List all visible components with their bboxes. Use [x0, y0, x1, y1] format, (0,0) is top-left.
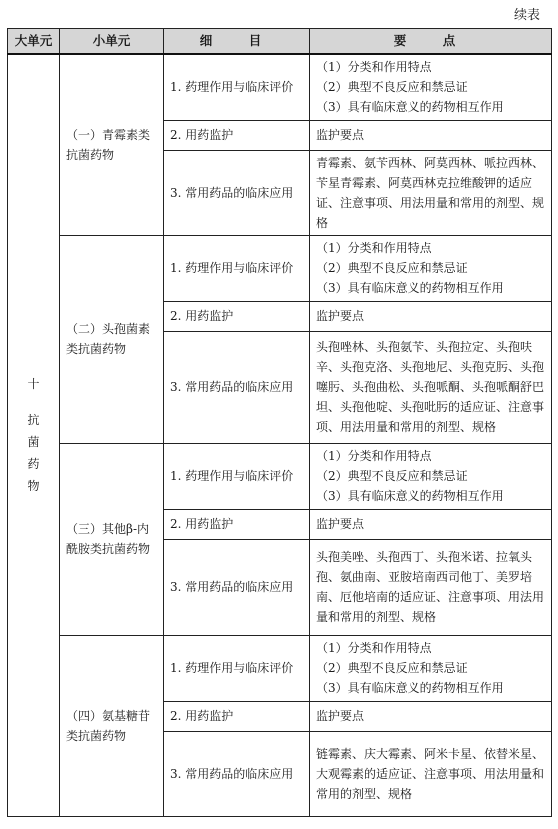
point-text: （3）具有临床意义的药物相互作用 [316, 489, 504, 503]
detail-cell: 1. 药理作用与临床评价 [164, 54, 310, 120]
point-text: （2）典型不良反应和禁忌证 [316, 469, 468, 483]
points-cell [310, 331, 552, 443]
table-body [8, 54, 552, 816]
points-cell [310, 443, 552, 509]
point-text: 头孢美唑、头孢西丁、头孢米诺、拉氧头孢、氨曲南、亚胺培南西司他丁、美罗培南、厄他培南的适应证、注意事项、用法用量和常用的剂型、规格 [316, 550, 545, 624]
continued-label: 续表 [513, 8, 540, 23]
big-unit-number: 十 [27, 377, 40, 392]
point-text: 监护要点 [316, 709, 365, 723]
small-unit-cell: （一）青霉素类抗菌药物 [60, 54, 164, 235]
detail-cell: 2. 用药监护 [164, 509, 310, 539]
points-cell [310, 301, 552, 331]
small-unit-cell: （四）氨基糖苷类抗菌药物 [60, 635, 164, 816]
detail-cell: 1. 药理作用与临床评价 [164, 635, 310, 701]
syllabus-table [7, 28, 552, 817]
big-unit-char: 抗 [27, 413, 40, 428]
point-text: 监护要点 [316, 128, 365, 142]
point-text: 监护要点 [316, 309, 365, 323]
points-cell [310, 731, 552, 816]
detail-cell: 2. 用药监护 [164, 120, 310, 150]
table-row [8, 635, 552, 701]
small-unit-cell: （三）其他β-内酰胺类抗菌药物 [60, 443, 164, 635]
points-cell [310, 54, 552, 120]
detail-cell: 1. 药理作用与临床评价 [164, 235, 310, 301]
table-row [8, 443, 552, 509]
point-text: （2）典型不良反应和禁忌证 [316, 261, 468, 275]
point-text: （3）具有临床意义的药物相互作用 [316, 281, 504, 295]
points-cell [310, 635, 552, 701]
point-text: （1）分类和作用特点 [316, 641, 432, 655]
big-unit-char: 物 [27, 479, 40, 494]
detail-cell: 2. 用药监护 [164, 701, 310, 731]
header-big-unit: 大单元 [8, 29, 60, 55]
detail-cell: 2. 用药监护 [164, 301, 310, 331]
header-points: 要 点 [310, 29, 552, 55]
table-row [8, 235, 552, 301]
detail-cell: 3. 常用药品的临床应用 [164, 731, 310, 816]
points-cell [310, 701, 552, 731]
point-text: 链霉素、庆大霉素、阿米卡星、依替米星、大观霉素的适应证、注意事项、用法用量和常用的剂型、规格 [316, 746, 545, 801]
point-text: （1）分类和作用特点 [316, 449, 432, 463]
points-cell [310, 120, 552, 150]
detail-cell: 3. 常用药品的临床应用 [164, 150, 310, 235]
point-text: 青霉素、氨苄西林、阿莫西林、哌拉西林、苄星青霉素、阿莫西林克拉维酸钾的适应证、注意事项、用法用量和常用的剂型、规格 [316, 155, 545, 230]
table-row [8, 54, 552, 120]
detail-cell: 1. 药理作用与临床评价 [164, 443, 310, 509]
detail-cell: 3. 常用药品的临床应用 [164, 331, 310, 443]
point-text: 监护要点 [316, 517, 365, 531]
big-unit-char: 药 [27, 457, 40, 472]
detail-cell: 3. 常用药品的临床应用 [164, 539, 310, 635]
header-small-unit: 小单元 [60, 29, 164, 55]
point-text: （2）典型不良反应和禁忌证 [316, 80, 468, 95]
small-unit-cell: （二）头孢菌素类抗菌药物 [60, 235, 164, 443]
point-text: 头孢唑林、头孢氨苄、头孢拉定、头孢呋辛、头孢克洛、头孢地尼、头孢克肟、头孢噻肟、头孢曲松、头孢哌酮、头孢哌酮舒巴坦、头孢他啶、头孢吡肟的适应证、注意事项、用法用量和常用的剂型、规格 [316, 340, 545, 434]
big-unit-cell [8, 54, 60, 816]
point-text: （1）分类和作用特点 [316, 60, 432, 75]
points-cell [310, 539, 552, 635]
table-header-row [8, 29, 552, 55]
points-cell [310, 150, 552, 235]
point-text: （3）具有临床意义的药物相互作用 [316, 100, 504, 115]
big-unit-char: 菌 [27, 435, 40, 450]
points-cell [310, 235, 552, 301]
point-text: （2）典型不良反应和禁忌证 [316, 661, 468, 675]
point-text: （1）分类和作用特点 [316, 241, 432, 255]
point-text: （3）具有临床意义的药物相互作用 [316, 681, 504, 695]
points-cell [310, 509, 552, 539]
header-detail: 细 目 [164, 29, 310, 55]
